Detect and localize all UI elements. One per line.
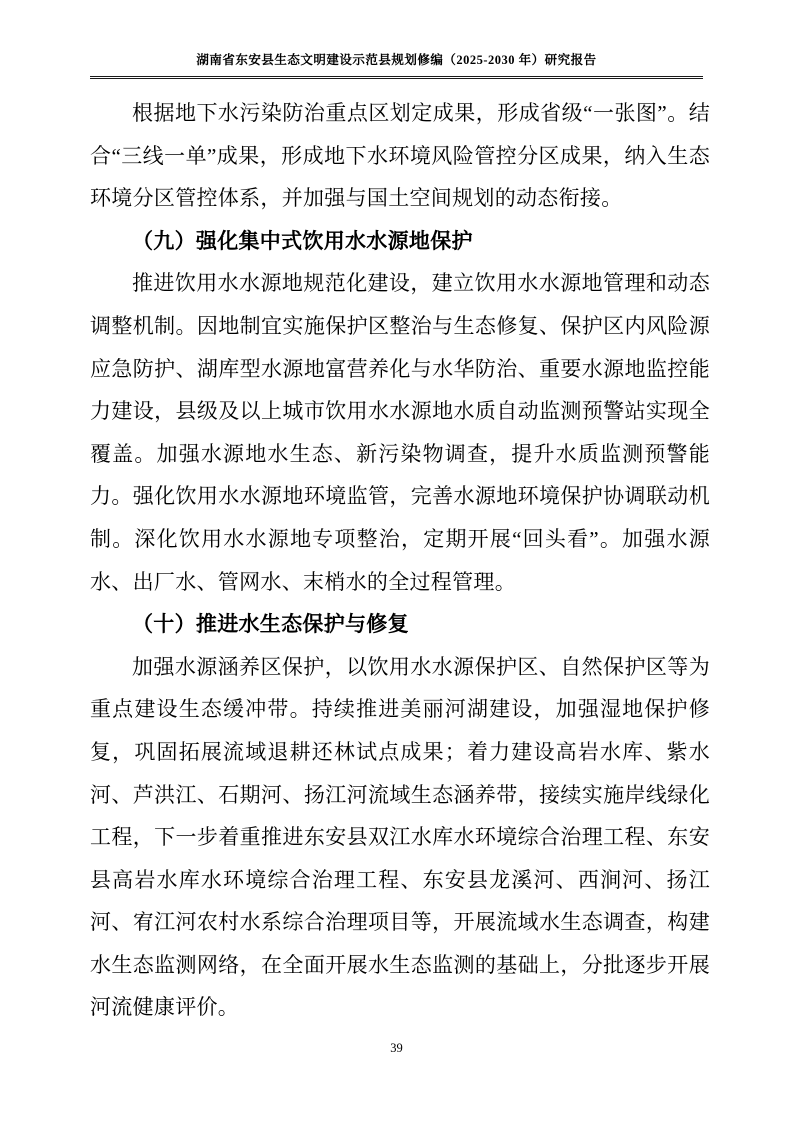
page-header (90, 52, 703, 79)
page-footer (0, 1040, 793, 1056)
paragraph-water-ecology: 加强水源涵养区保护，以饮用水水源保护区、自然保护区等为重点建设生态缓冲带。持续推进美丽河湖建设，加强湿地保护修复，巩固拓展流域退耕还林试点成果；着力建设高岩水库、紫水河、芦洪江、石期河、扬江河流域生态涵养带，接续实施岸线绿化工程，下一步着重推进东安县双江水库水环境综合治理工程、东安县高岩水库水环境综合治理工程、东安县龙溪河、西涧河、扬江河、宥江河农村水系综合治理项目等，开展流域水生态调查，构建水生态监测网络，在全面开展水生态监测的基础上，分批逐步开展河流健康评价。 (90, 654, 710, 1020)
section-heading-10: （十）推进水生态保护与修复 (132, 612, 409, 637)
paragraph-drinking-water-source: 推进饮用水水源地规范化建设，建立饮用水水源地管理和动态调整机制。因地制宜实施保护区整治与生态修复、保护区内风险源应急防护、湖库型水源地富营养化与水华防治、重要水源地监控能力建设，县级及以上城市饮用水水源地水质自动监测预警站实现全覆盖。加强水源地水生态、新污染物调查，提升水质监测预警能力。强化饮用水水源地环境监管，完善水源地环境保护协调联动机制。深化饮用水水源地专项整治，定期开展“回头看”。加强水源水、出厂水、管网水、末梢水的全过程管理。 (90, 271, 710, 594)
page-number: 39 (390, 1041, 403, 1055)
header-title: 湖南省东安县生态文明建设示范县规划修编（2025-2030 年）研究报告 (196, 53, 597, 67)
page-body (90, 92, 710, 1029)
paragraph-groundwater: 根据地下水污染防治重点区划定成果，形成省级“一张图”。结合“三线一单”成果，形成地下水环境风险管控分区成果，纳入生态环境分区管控体系，并加强与国土空间规划的动态衔接。 (90, 101, 710, 211)
section-heading-9: （九）强化集中式饮用水水源地保护 (132, 228, 473, 253)
